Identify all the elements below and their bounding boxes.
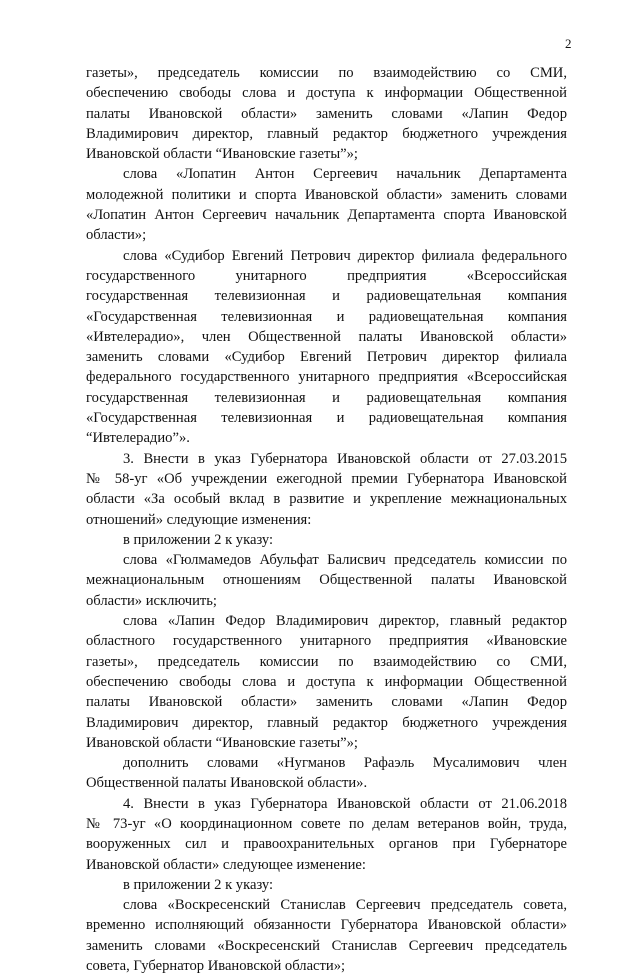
text-line: государственная телевизионная и радиовещательная компания: [86, 288, 567, 305]
text-line: слова «Судибор Евгений Петрович директор филиала федерального: [123, 247, 567, 264]
text-line: временно исполняющий обязанности Губернатора Ивановской области»: [86, 917, 567, 934]
paragraph: [86, 246, 567, 449]
page-number: 2: [565, 36, 572, 51]
paragraph: [86, 794, 567, 875]
paragraph: [86, 449, 567, 530]
text-line: в приложении 2 к указу:: [123, 531, 274, 548]
text-line: государственного унитарного предприятия «Всероссийская: [86, 267, 567, 284]
text-line: «Государственная телевизионная и радиовещательная компания: [86, 410, 567, 427]
text-line: дополнить словами «Нугманов Рафаэль Мусалимович член: [123, 755, 567, 772]
text-line: “Ивтелерадио”».: [86, 430, 190, 447]
text-line: палаты Ивановской области» заменить словами «Лапин Федор: [86, 694, 567, 711]
text-line: областного государственного унитарного предприятия «Ивановские: [86, 633, 567, 650]
paragraph: [86, 530, 567, 550]
text-line: совета, Губернатор Ивановской области»;: [86, 958, 346, 975]
text-line: Общественной палаты Ивановской области».: [86, 775, 368, 792]
paragraph: [86, 753, 567, 794]
text-line: заменить словами «Воскресенский Станислав Сергеевич председатель: [86, 937, 567, 954]
text-line: молодежной политики и спорта Ивановской области» заменить словами: [86, 186, 567, 203]
text-line: области»;: [86, 227, 147, 244]
text-line: Ивановской области “Ивановские газеты”»;: [86, 734, 358, 751]
paragraph: [86, 63, 567, 164]
text-line: обеспечению свободы слова и доступа к информации Общественной: [86, 85, 567, 102]
text-line: газеты», председатель комиссии по взаимодействию со СМИ,: [86, 65, 567, 81]
text-line: № 73-уг «О координационном совете по делам ветеранов войн, труда,: [86, 815, 567, 832]
text-line: в приложении 2 к указу:: [123, 876, 274, 893]
text-line: Владимирович директор, главный редактор бюджетного учреждения: [86, 125, 567, 142]
text-line: вооруженных сил и правоохранительных органов при Губернаторе: [86, 836, 567, 853]
text-line: слова «Воскресенский Станислав Сергеевич председатель совета,: [123, 897, 567, 914]
text-line: слова «Лапин Федор Владимирович директор, главный редактор: [123, 613, 567, 630]
paragraph: [86, 611, 567, 753]
text-line: газеты», председатель комиссии по взаимодействию со СМИ,: [86, 653, 567, 670]
text-line: области «За особый вклад в развитие и укрепление межнациональных: [86, 491, 567, 508]
paragraph: [86, 875, 567, 895]
text-line: «Лопатин Антон Сергеевич начальник Департамента спорта Ивановской: [86, 207, 567, 224]
paragraph: [86, 895, 567, 976]
text-line: Ивановской области “Ивановские газеты”»;: [86, 146, 358, 163]
text-line: № 58-уг «Об учреждении ежегодной премии Губернатора Ивановской: [86, 470, 567, 487]
text-line: «Государственная телевизионная и радиовещательная компания: [86, 308, 567, 325]
text-line: слова «Лопатин Антон Сергеевич начальник Департамента: [123, 166, 567, 183]
text-line: палаты Ивановской области» заменить словами «Лапин Федор: [86, 105, 567, 122]
text-line: заменить словами «Судибор Евгений Петрович директор филиала: [86, 349, 567, 366]
text-line: отношений» следующие изменения:: [86, 511, 312, 528]
text-line: области» исключить;: [86, 592, 217, 609]
text-line: Ивановской области» следующее изменение:: [86, 856, 366, 873]
text-line: 3. Внести в указ Губернатора Ивановской области от 27.03.2015: [123, 450, 567, 467]
text-line: обеспечению свободы слова и доступа к информации Общественной: [86, 673, 567, 690]
text-line: государственная телевизионная и радиовещательная компания: [86, 389, 567, 406]
text-line: «Ивтелерадио», член Общественной палаты Ивановской области»: [86, 328, 567, 345]
text-line: слова «Гюлмамедов Абульфат Балисвич председатель комиссии по: [123, 552, 567, 569]
paragraph: [86, 164, 567, 245]
text-line: Владимирович директор, главный редактор бюджетного учреждения: [86, 714, 567, 731]
document-body: [86, 63, 567, 976]
text-line: межнациональным отношениям Общественной палаты Ивановской: [86, 572, 567, 589]
paragraph: [86, 550, 567, 611]
text-line: 4. Внести в указ Губернатора Ивановской области от 21.06.2018: [123, 795, 567, 812]
text-line: федерального государственного унитарного предприятия «Всероссийская: [86, 369, 567, 386]
